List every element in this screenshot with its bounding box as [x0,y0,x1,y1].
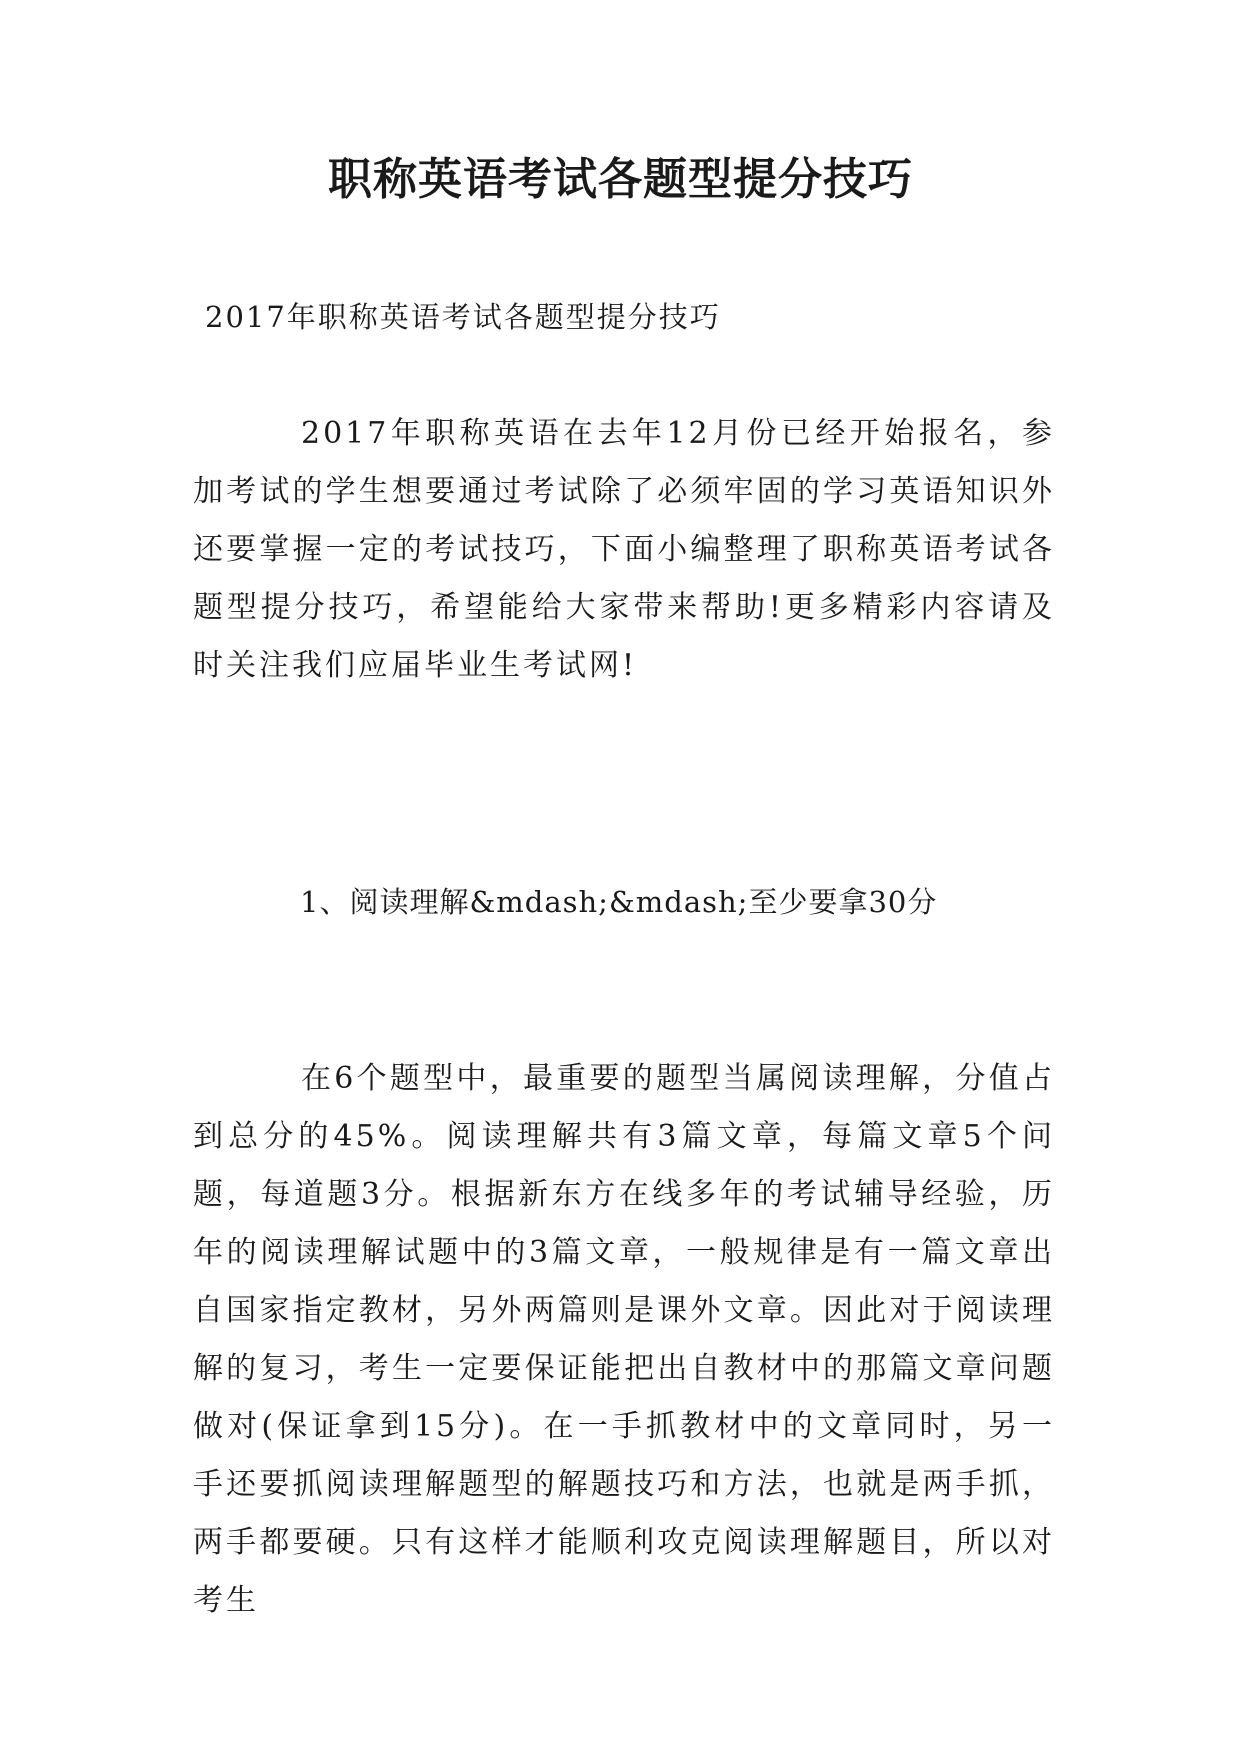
intro-paragraph: 2017年职称英语在去年12月份已经开始报名，参加考试的学生想要通过考试除了必须牢固的学习英语知识外还要掌握一定的考试技巧，下面小编整理了职称英语考试各题型提分技巧，希望能给大家带来帮助!更多精彩内容请及时关注我们应届毕业生考试网! [193,416,1055,683]
body-paragraph: 在6个题型中，最重要的题型当属阅读理解，分值占到总分的45%。阅读理解共有3篇文章，每篇文章5个问题，每道题3分。根据新东方在线多年的考试辅导经验，历年的阅读理解试题中的3篇文章，一般规律是有一篇文章出自国家指定教材，另外两篇则是课外文章。因此对于阅读理解的复习，考生一定要保证能把出自教材中的那篇文章问题做对(保证拿到15分)。在一手抓教材中的文章同时，另一手还要抓阅读理解题型的解题技巧和方法，也就是两手抓，两手都要硬。只有这样才能顺利攻克阅读理解题目，所以对考生 [193,1061,1055,1618]
section-heading: 1、阅读理解&mdash;&mdash;至少要拿30分 [300,885,938,919]
document-subtitle: 2017年职称英语考试各题型提分技巧 [205,300,721,334]
document-title: 职称英语考试各题型提分技巧 [328,154,913,205]
